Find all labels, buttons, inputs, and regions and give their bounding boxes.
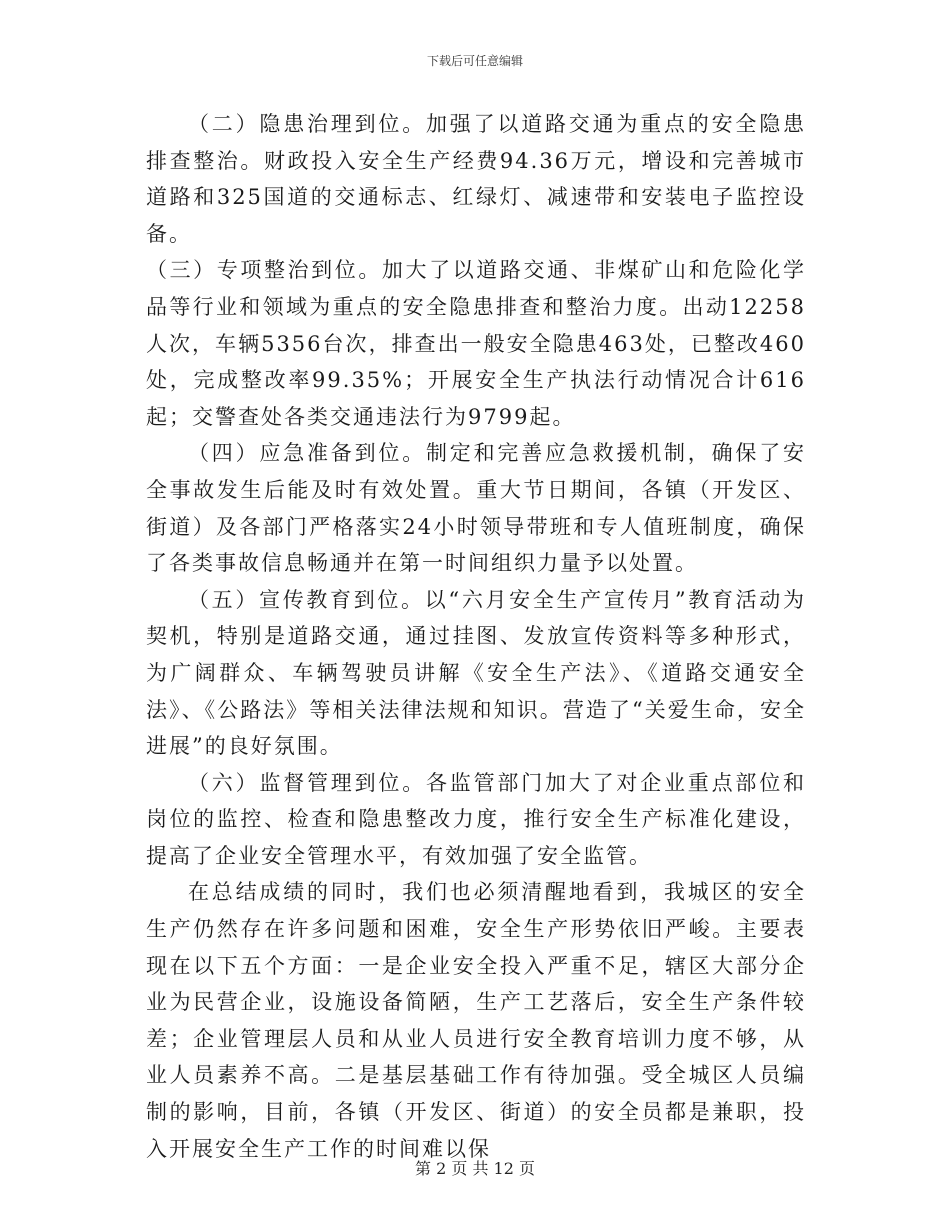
paragraph-supervision-management: （六）监督管理到位。各监管部门加大了对企业重点部位和岗位的监控、检查和隐患整改力度，推行安全生产标准化建设，提高了企业安全管理水平，有效加强了安全监管。 [146,770,806,868]
page-header: 下载后可任意编辑 [426,54,523,68]
paragraph-publicity-education: （五）宣传教育到位。以“六月安全生产宣传月”教育活动为契机，特别是道路交通，通过挂图、发放宣传资料等多种形式，为广阔群众、车辆驾驶员讲解《安全生产法》、《道路交通安全法》、《公路法》等相关法律法规和知识。营造了“关爱生命，安全进展”的良好氛围。 [146,587,806,759]
paragraph-problems-summary: 在总结成绩的同时，我们也必须清醒地看到，我城区的安全生产仍然存在许多问题和困难，安全生产形势依旧严峻。主要表现在以下五个方面：一是企业安全投入严重不足，辖区大部分企业为民营企业，设施设备简陋，生产工艺落后，安全生产条件较差；企业管理层人员和从业人员进行安全教育培训力度不够，从业人员素养不高。二是基层基础工作有待加强。受全城区人员编制的影响，目前，各镇（开发区、街道）的安全员都是兼职，投入开展安全生产工作的时间难以保 [146,880,806,1161]
document-body [146,106,806,1167]
page-footer: 第 2 页 共 12 页 [415,1159,535,1178]
paragraph-special-rectification: （三）专项整治到位。加大了以道路交通、非煤矿山和危险化学品等行业和领域为重点的安全隐患排查和整治力度。出动12258人次，车辆5356台次，排查出一般安全隐患463处，已整改460处，完成整改率99.35%；开展安全生产执法行动情况合计616起；交警查处各类交通违法行为9799起。 [146,258,806,429]
paragraph-hazard-rectification: （二）隐患治理到位。加强了以道路交通为重点的安全隐患排查整治。财政投入安全生产经费94.36万元，增设和完善城市道路和325国道的交通标志、红绿灯、减速带和安装电子监控设备。 [146,112,806,246]
paragraph-emergency-preparation: （四）应急准备到位。制定和完善应急救援机制，确保了安全事故发生后能及时有效处置。重大节日期间，各镇（开发区、街道）及各部门严格落实24小时领导带班和专人值班制度，确保了各类事故信息畅通并在第一时间组织力量予以处置。 [146,441,806,576]
